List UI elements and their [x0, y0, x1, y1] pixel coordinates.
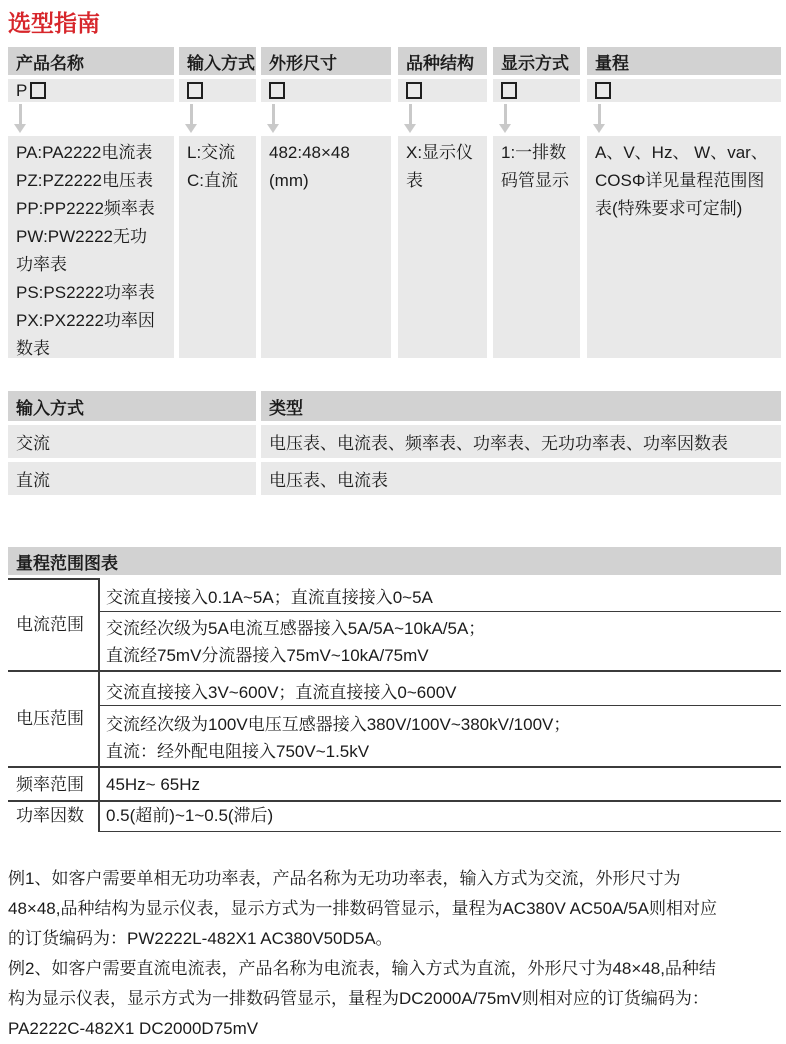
option-line: COSΦ详见量程范围图: [595, 171, 765, 190]
column-options-cell: [493, 136, 580, 358]
arrow-head: [14, 124, 26, 133]
option-line: A、V、Hz、 W、var、: [595, 143, 768, 162]
arrow-stem: [272, 104, 275, 124]
ordering-examples: [8, 864, 781, 1044]
voltage-resistor-range: 直流：经外配电阻接入750V~1.5kV: [106, 742, 370, 761]
down-arrow-icon: [267, 104, 279, 133]
option-line: 数表: [16, 339, 50, 358]
column-options-cell: [179, 136, 256, 358]
arrow-stem: [190, 104, 193, 124]
option-line: PA:PA2222电流表: [16, 143, 153, 162]
voltage-pt-range: 交流经次级为100V电压互感器接入380V/100V~380kV/100V；: [106, 715, 571, 734]
code-box-icon: [30, 82, 46, 99]
code-box-icon: [595, 82, 611, 99]
column-header-cell: 显示方式: [493, 47, 580, 75]
input-type-header: 输入方式: [8, 391, 256, 421]
range-table-title: 量程范围图表: [8, 547, 781, 575]
down-arrow-icon: [404, 104, 416, 133]
arrow-stem: [504, 104, 507, 124]
column-options-cell: [587, 136, 781, 358]
voltage-direct-range: 交流直接接入3V~600V；直流直接接入0~600V: [106, 683, 457, 702]
frequency-range-value: 45Hz~ 65Hz: [106, 775, 201, 794]
arrow-head: [267, 124, 279, 133]
option-line: 表: [406, 171, 423, 190]
code-box-icon: [501, 82, 517, 99]
current-ct-range: 交流经次级为5A电流互感器接入5A/5A~10kA/5A；: [106, 619, 486, 638]
option-line: (mm): [269, 171, 309, 190]
arrow-stem: [409, 104, 412, 124]
row-label-dc: 直流: [8, 462, 256, 495]
code-box-icon: [187, 82, 203, 99]
code-placeholder-cell: [179, 79, 256, 102]
page-title: 选型指南: [8, 10, 100, 36]
arrow-head: [404, 124, 416, 133]
option-line: X:显示仪: [406, 143, 474, 162]
row-value-dc: 电压表、电流表: [261, 462, 781, 495]
arrow-head: [593, 124, 605, 133]
example-line: 例2、如客户需要直流电流表，产品名称为电流表，输入方式为直流，外形尺寸为48×48,品种结: [8, 959, 716, 978]
code-box-icon: [269, 82, 285, 99]
column-options-cell: [398, 136, 487, 358]
example-line: 48×48,品种结构为显示仪表，显示方式为一排数码管显示，量程为AC380V AC50A/5A则相对应: [8, 899, 717, 918]
option-line: 1:一排数: [501, 143, 567, 162]
arrow-head: [185, 124, 197, 133]
code-placeholder-cell: [587, 79, 781, 102]
code-placeholder-cell: [8, 79, 174, 102]
column-header-cell: 品种结构: [398, 47, 487, 75]
divider: [8, 800, 781, 802]
arrow-head: [499, 124, 511, 133]
row-value-ac: 电压表、电流表、频率表、功率表、无功功率表、功率因数表: [261, 425, 781, 458]
row-label-voltage-range: 电压范围: [16, 709, 84, 728]
down-arrow-icon: [14, 104, 26, 133]
column-options-cell: [261, 136, 391, 358]
column-header-cell: 产品名称: [8, 47, 174, 75]
option-line: PS:PS2222功率表: [16, 283, 155, 302]
option-line: 功率表: [16, 255, 67, 274]
row-label-frequency-range: 频率范围: [16, 775, 84, 794]
code-box-icon: [406, 82, 422, 99]
example-line: 构为显示仪表，显示方式为一排数码管显示，量程为DC2000A/75mV则相对应的订货编码为：: [8, 989, 709, 1008]
code-prefix: P: [16, 80, 28, 100]
down-arrow-icon: [593, 104, 605, 133]
option-line: C:直流: [187, 171, 238, 190]
example-line: 的订货编码为：PW2222L-482X1 AC380V50D5A。: [8, 929, 393, 948]
arrow-stem: [19, 104, 22, 124]
option-line: 码管显示: [501, 171, 569, 190]
row-label-ac: 交流: [8, 425, 256, 458]
option-line: PZ:PZ2222电压表: [16, 171, 153, 190]
code-placeholder-cell: [398, 79, 487, 102]
option-line: PX:PX2222功率因: [16, 311, 155, 330]
column-header-cell: 外形尺寸: [261, 47, 391, 75]
column-header-cell: 量程: [587, 47, 781, 75]
divider: [8, 670, 781, 672]
option-line: PP:PP2222频率表: [16, 199, 155, 218]
option-line: 482:48×48: [269, 143, 350, 162]
arrow-stem: [598, 104, 601, 124]
option-line: L:交流: [187, 143, 236, 162]
column-options-cell: [8, 136, 174, 358]
example-line: PA2222C-482X1 DC2000D75mV: [8, 1019, 259, 1038]
option-line: 表(特殊要求可定制): [595, 199, 743, 218]
column-header-cell: 输入方式: [179, 47, 256, 75]
divider: [8, 766, 781, 768]
option-line: PW:PW2222无功: [16, 227, 148, 246]
code-placeholder-cell: [493, 79, 580, 102]
row-label-current-range: 电流范围: [16, 615, 84, 634]
type-header: 类型: [261, 391, 781, 421]
power-factor-value: 0.5(超前)~1~0.5(滞后): [106, 806, 274, 825]
divider: [98, 611, 781, 612]
current-direct-range: 交流直接接入0.1A~5A；直流直接接入0~5A: [106, 588, 433, 607]
divider: [98, 831, 781, 832]
down-arrow-icon: [499, 104, 511, 133]
example-line: 例1、如客户需要单相无功功率表，产品名称为无功功率表，输入方式为交流，外形尺寸为: [8, 869, 681, 888]
divider: [8, 578, 98, 580]
down-arrow-icon: [185, 104, 197, 133]
current-shunt-range: 直流经75mV分流器接入75mV~10kA/75mV: [106, 646, 429, 665]
row-label-power-factor: 功率因数: [16, 806, 84, 825]
code-placeholder-cell: [261, 79, 391, 102]
